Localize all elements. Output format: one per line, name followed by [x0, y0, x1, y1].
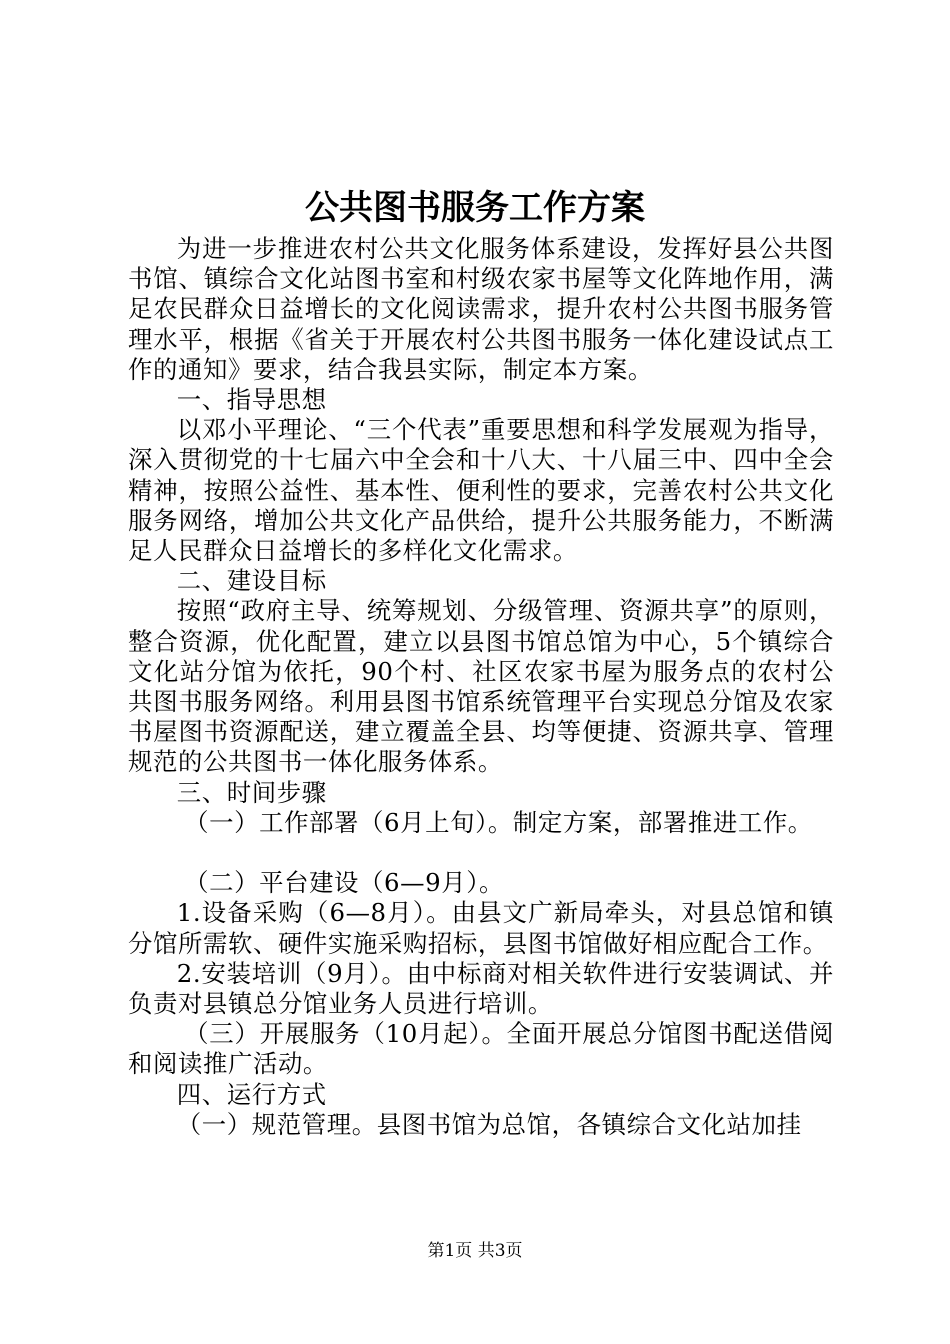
- blank-line: [128, 838, 834, 868]
- page-number: 第1页 共3页: [427, 1241, 523, 1261]
- sub-item: （三）开展服务（10月起）。全面开展总分馆图书配送借阅和阅读推广活动。: [128, 1019, 834, 1079]
- numbered-item: 1.设备采购（6—8月）。由县文广新局牵头，对县总馆和镇分馆所需软、硬件实施采购招标，县图书馆做好相应配合工作。: [128, 898, 834, 958]
- numbered-item: 2.安装培训（9月）。由中标商对相关软件进行安装调试、并负责对县镇总分馆业务人员进行培训。: [128, 958, 834, 1019]
- section-heading-3: 三、时间步骤: [176, 777, 327, 807]
- sub-item: （一）规范管理。县图书馆为总馆，各镇综合文化站加挂: [176, 1109, 802, 1139]
- paragraph: 按照“政府主导、统筹规划、分级管理、资源共享”的原则，整合资源，优化配置，建立以县图书馆总馆为中心，5个镇综合文化站分馆为依托，90个村、社区农家书屋为服务点的农村公共图书服务网络。利用县图书馆系统管理平台实现总分馆及农家书屋图书资源配送，建立覆盖全县、均等便捷、资源共享、管理规范的公共图书一体化服务体系。: [128, 596, 834, 777]
- section-heading-1: 一、指导思想: [176, 385, 327, 415]
- sub-item: （一）工作部署（6月上旬）。制定方案，部署推进工作。: [184, 807, 813, 837]
- document-body: [128, 234, 834, 1140]
- sub-item: （二）平台建设（6—9月）。: [184, 868, 505, 898]
- section-heading-2: 二、建设目标: [176, 566, 327, 596]
- intro-paragraph: 为进一步推进农村公共文化服务体系建设，发挥好县公共图书馆、镇综合文化站图书室和村级农家书屋等文化阵地作用，满足农民群众日益增长的文化阅读需求，提升农村公共图书服务管理水平，根据《省关于开展农村公共图书服务一体化建设试点工作的通知》要求，结合我县实际，制定本方案。: [128, 234, 834, 384]
- section-heading-4: 四、运行方式: [176, 1079, 327, 1109]
- document-title: 公共图书服务工作方案: [305, 188, 645, 228]
- paragraph: 以邓小平理论、“三个代表”重要思想和科学发展观为指导，深入贯彻党的十七届六中全会和十八大、十八届三中、四中全会精神，按照公益性、基本性、便利性的要求，完善农村公共文化服务网络，增加公共文化产品供给，提升公共服务能力，不断满足人民群众日益增长的多样化文化需求。: [128, 415, 834, 566]
